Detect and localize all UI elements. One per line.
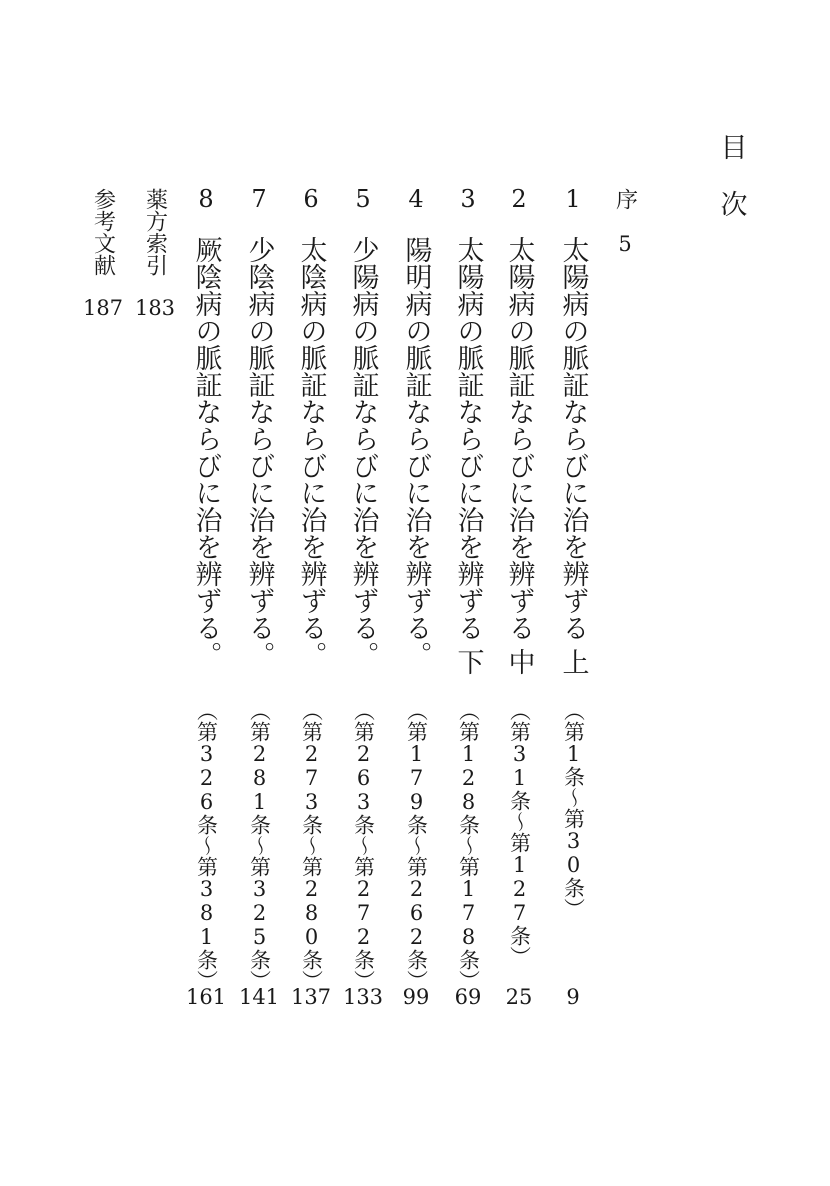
- chapter-number: 4: [408, 185, 424, 213]
- chapter-number: 8: [198, 185, 214, 213]
- chapter-number: 6: [303, 185, 319, 213]
- article-range: （第281条〜第325条）: [247, 700, 272, 991]
- chapter-title: 陽明病の脈証ならびに治を辨ずる。: [400, 236, 432, 668]
- chapter-title: 太陽病の脈証ならびに治を辨ずる: [503, 236, 535, 641]
- article-range: （第179条〜第262条）: [404, 700, 429, 991]
- preface-page: 5: [618, 232, 632, 256]
- page-number: 69: [454, 985, 482, 1009]
- article-range: （第31条〜第127条）: [507, 700, 532, 967]
- appendix-title: 参考文献: [90, 188, 116, 276]
- chapter-title: 少陰病の脈証ならびに治を辨ずる。: [243, 236, 275, 668]
- chapter-part: 中: [503, 648, 535, 675]
- article-range: （第326条〜第381条）: [194, 700, 219, 991]
- chapter-number: 5: [355, 185, 371, 213]
- chapter-title: 太陽病の脈証ならびに治を辨ずる: [557, 236, 589, 641]
- chapter-part: 下: [452, 648, 484, 675]
- chapter-part: 上: [557, 648, 589, 675]
- page-title: 目次: [715, 133, 747, 247]
- chapter-number: 7: [251, 185, 267, 213]
- chapter-number: 3: [460, 185, 476, 213]
- page-number: 137: [290, 985, 332, 1009]
- page-number: 187: [82, 296, 124, 320]
- chapter-number: 1: [565, 185, 581, 213]
- article-range: （第1条〜第30条）: [561, 700, 586, 919]
- chapter-title: 少陽病の脈証ならびに治を辨ずる。: [347, 236, 379, 668]
- page-number: 183: [134, 296, 176, 320]
- page-number: 133: [342, 985, 384, 1009]
- page-number: 99: [402, 985, 430, 1009]
- page-number: 25: [505, 985, 533, 1009]
- appendix-title: 薬方索引: [142, 188, 168, 276]
- chapter-title: 太陽病の脈証ならびに治を辨ずる: [452, 236, 484, 641]
- page-number: 9: [566, 985, 580, 1009]
- chapter-number: 2: [511, 185, 527, 213]
- chapter-title: 太陰病の脈証ならびに治を辨ずる。: [295, 236, 327, 668]
- article-range: （第263条〜第272条）: [351, 700, 376, 991]
- preface-label: 序: [612, 188, 638, 210]
- page-number: 141: [238, 985, 280, 1009]
- article-range: （第128条〜第178条）: [456, 700, 481, 991]
- article-range: （第273条〜第280条）: [299, 700, 324, 991]
- page-number: 161: [185, 985, 227, 1009]
- chapter-title: 厥陰病の脈証ならびに治を辨ずる。: [190, 236, 222, 668]
